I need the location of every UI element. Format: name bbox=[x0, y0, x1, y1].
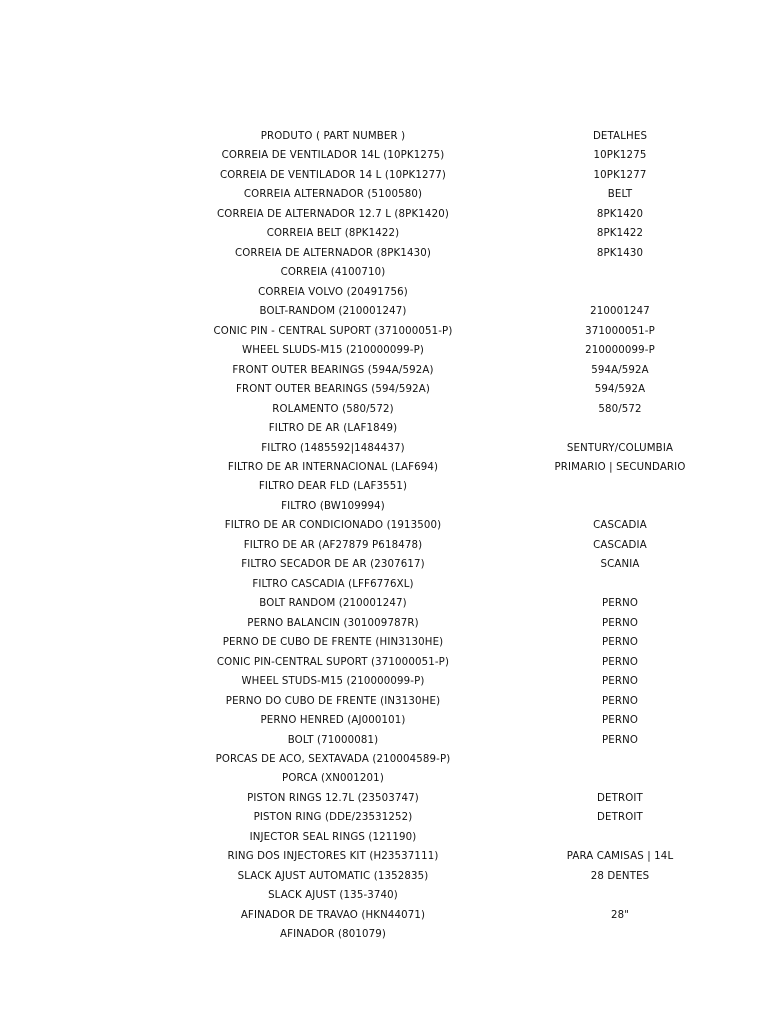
details-cell: PERNO bbox=[601, 676, 639, 688]
details-cell: PERNO bbox=[601, 637, 639, 649]
details-cell: 8PK1422 bbox=[596, 228, 644, 240]
table-row bbox=[0, 653, 768, 672]
table-row bbox=[0, 594, 768, 613]
details-cell: 28 DENTES bbox=[590, 870, 650, 882]
product-cell: PERNO BALANCIN (301009787R) bbox=[247, 617, 419, 629]
table-row bbox=[0, 400, 768, 419]
header-details: DETALHES bbox=[592, 131, 648, 142]
details-cell: DETROIT bbox=[597, 812, 643, 824]
product-cell: FILTRO (BW109994) bbox=[281, 500, 385, 512]
product-cell: BOLT-RANDOM (210001247) bbox=[259, 306, 407, 318]
product-cell: PISTON RINGS 12.7L (23503747) bbox=[247, 792, 419, 804]
table-row bbox=[0, 205, 768, 224]
product-cell: CORREIA DE VENTILADOR 14 L (10PK1277) bbox=[219, 169, 447, 181]
table-row bbox=[0, 633, 768, 652]
product-cell: FRONT OUTER BEARINGS (594A/592A) bbox=[232, 364, 434, 376]
table-row bbox=[0, 283, 768, 302]
table-row bbox=[0, 536, 768, 555]
table-row bbox=[0, 477, 768, 496]
details-cell: BELT bbox=[607, 189, 633, 201]
details-cell: PERNO bbox=[601, 695, 639, 707]
details-cell: PERNO bbox=[601, 598, 639, 610]
details-cell: 28" bbox=[610, 909, 630, 921]
parts-table bbox=[0, 127, 768, 945]
product-cell: RING DOS INJECTORES KIT (H23537111) bbox=[227, 851, 439, 863]
product-cell: INJECTOR SEAL RINGS (121190) bbox=[249, 831, 417, 843]
product-cell: FILTRO DEAR FLD (LAF3551) bbox=[258, 481, 408, 493]
product-cell: ROLAMENTO (580/572) bbox=[272, 403, 394, 415]
details-cell: 210001247 bbox=[590, 306, 650, 318]
product-cell: SLACK AJUST (135-3740) bbox=[268, 890, 398, 902]
product-cell: AFINADOR (801079) bbox=[280, 929, 386, 941]
product-cell: BOLT (71000081) bbox=[287, 734, 379, 746]
product-cell: PERNO DO CUBO DE FRENTE (IN3130HE) bbox=[225, 695, 441, 707]
details-cell: SENTURY/COLUMBIA bbox=[566, 442, 674, 454]
table-row bbox=[0, 808, 768, 827]
table-row bbox=[0, 166, 768, 185]
table-row bbox=[0, 906, 768, 925]
table-row bbox=[0, 322, 768, 341]
product-cell: AFINADOR DE TRAVAO (HKN44071) bbox=[240, 909, 426, 921]
table-row bbox=[0, 419, 768, 438]
table-row bbox=[0, 263, 768, 282]
product-cell: FILTRO DE AR (AF27879 P618478) bbox=[243, 539, 423, 551]
table-row bbox=[0, 886, 768, 905]
product-cell: PISTON RING (DDE/23531252) bbox=[253, 812, 413, 824]
product-cell: FILTRO DE AR (LAF1849) bbox=[268, 423, 398, 435]
table-row bbox=[0, 692, 768, 711]
details-cell: CASCADIA bbox=[593, 520, 647, 532]
product-cell: PERNO HENRED (AJ000101) bbox=[260, 715, 406, 727]
details-cell: PERNO bbox=[601, 734, 639, 746]
details-cell: 580/572 bbox=[598, 403, 642, 415]
details-cell: 8PK1420 bbox=[596, 208, 644, 220]
product-cell: FILTRO CASCADIA (LFF6776XL) bbox=[252, 578, 414, 590]
table-row bbox=[0, 731, 768, 750]
product-cell: FRONT OUTER BEARINGS (594/592A) bbox=[235, 384, 431, 396]
product-cell: CORREIA (4100710) bbox=[280, 267, 386, 279]
table-row bbox=[0, 750, 768, 769]
table-body bbox=[0, 146, 768, 944]
product-cell: CORREIA ALTERNADOR (5100580) bbox=[243, 189, 423, 201]
details-cell: 10PK1275 bbox=[593, 150, 647, 162]
details-cell: SCANIA bbox=[600, 559, 640, 571]
table-row bbox=[0, 925, 768, 944]
table-row bbox=[0, 244, 768, 263]
product-cell: CORREIA DE VENTILADOR 14L (10PK1275) bbox=[221, 150, 445, 162]
table-row bbox=[0, 380, 768, 399]
product-cell: WHEEL STUDS-M15 (210000099-P) bbox=[241, 676, 425, 688]
product-cell: FILTRO DE AR INTERNACIONAL (LAF694) bbox=[227, 461, 439, 473]
table-row bbox=[0, 302, 768, 321]
details-cell: PARA CAMISAS | 14L bbox=[566, 851, 674, 863]
table-row bbox=[0, 575, 768, 594]
details-cell: 210000099-P bbox=[585, 345, 655, 357]
table-row bbox=[0, 224, 768, 243]
table-row bbox=[0, 146, 768, 165]
table-row bbox=[0, 614, 768, 633]
details-cell: DETROIT bbox=[597, 792, 643, 804]
table-row bbox=[0, 497, 768, 516]
product-cell: SLACK AJUST AUTOMATIC (1352835) bbox=[237, 870, 429, 882]
product-cell: WHEEL SLUDS-M15 (210000099-P) bbox=[241, 345, 425, 357]
details-cell: PRIMARIO | SECUNDARIO bbox=[554, 461, 686, 473]
product-cell: FILTRO DE AR CONDICIONADO (1913500) bbox=[224, 520, 442, 532]
table-row bbox=[0, 341, 768, 360]
table-row bbox=[0, 361, 768, 380]
product-cell: PORCA (XN001201) bbox=[282, 773, 384, 785]
product-cell: CORREIA DE ALTERNADOR 12.7 L (8PK1420) bbox=[217, 208, 449, 220]
product-cell: CORREIA DE ALTERNADOR (8PK1430) bbox=[234, 247, 432, 259]
product-cell: CONIC PIN-CENTRAL SUPORT (371000051-P) bbox=[216, 656, 450, 668]
table-row bbox=[0, 555, 768, 574]
product-cell: FILTRO (1485592|1484437) bbox=[261, 442, 405, 454]
table-row bbox=[0, 789, 768, 808]
header-product: PRODUTO ( PART NUMBER ) bbox=[260, 131, 406, 142]
table-header-row bbox=[0, 127, 768, 146]
details-cell: 8PK1430 bbox=[596, 247, 644, 259]
table-row bbox=[0, 828, 768, 847]
details-cell: 594/592A bbox=[594, 384, 646, 396]
table-row bbox=[0, 439, 768, 458]
details-cell: CASCADIA bbox=[593, 539, 647, 551]
details-cell: 371000051-P bbox=[585, 325, 655, 337]
table-row bbox=[0, 867, 768, 886]
table-row bbox=[0, 458, 768, 477]
table-row bbox=[0, 185, 768, 204]
details-cell: 10PK1277 bbox=[593, 169, 647, 181]
product-cell: CORREIA VOLVO (20491756) bbox=[258, 286, 408, 298]
details-cell: 594A/592A bbox=[591, 364, 649, 376]
table-row bbox=[0, 516, 768, 535]
table-row bbox=[0, 847, 768, 866]
details-cell: PERNO bbox=[601, 656, 639, 668]
table-row bbox=[0, 711, 768, 730]
product-cell: BOLT RANDOM (210001247) bbox=[259, 598, 407, 610]
product-cell: PERNO DE CUBO DE FRENTE (HIN3130HE) bbox=[222, 637, 444, 649]
table-row bbox=[0, 769, 768, 788]
product-cell: CONIC PIN - CENTRAL SUPORT (371000051-P) bbox=[213, 325, 453, 337]
details-cell: PERNO bbox=[601, 715, 639, 727]
product-cell: FILTRO SECADOR DE AR (2307617) bbox=[241, 559, 425, 571]
table-row bbox=[0, 672, 768, 691]
product-cell: CORREIA BELT (8PK1422) bbox=[266, 228, 400, 240]
product-cell: PORCAS DE ACO, SEXTAVADA (210004589-P) bbox=[215, 754, 451, 765]
details-cell: PERNO bbox=[601, 617, 639, 629]
